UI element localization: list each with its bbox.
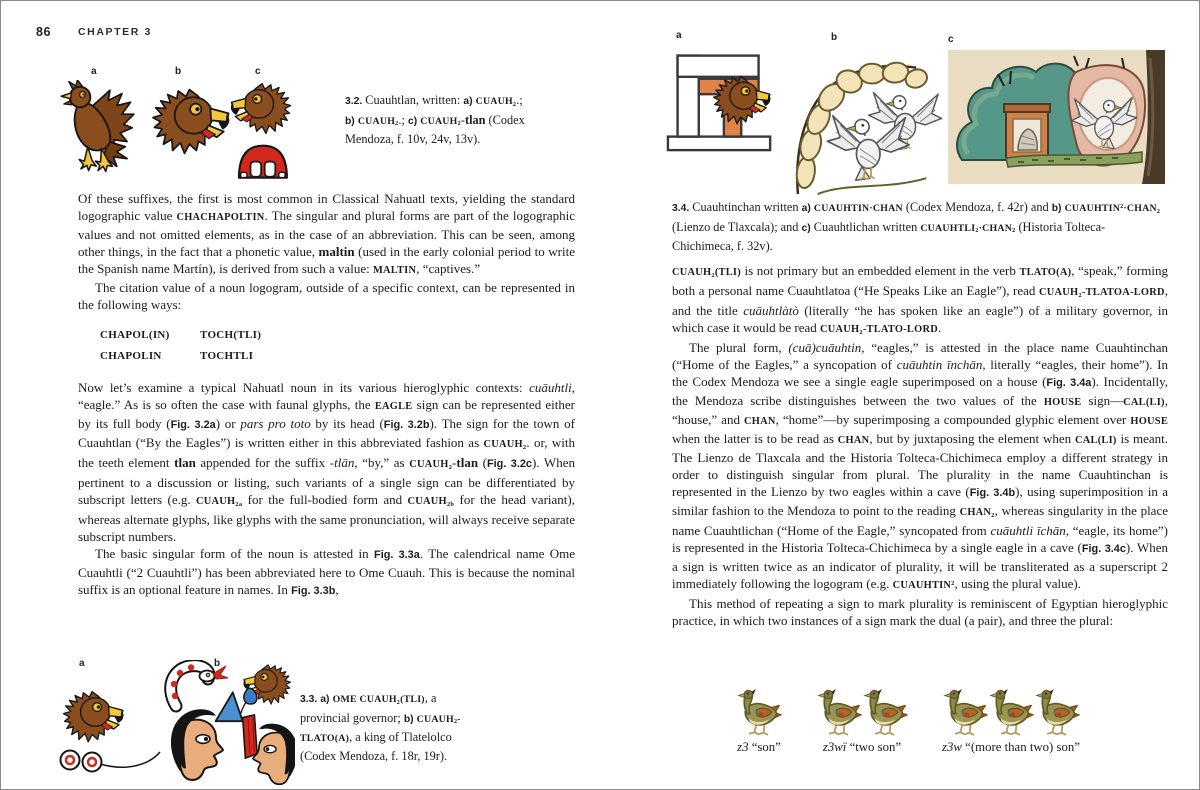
- duck-glyph-icon: [736, 688, 782, 736]
- page-number: 86: [36, 25, 51, 39]
- eagle-head-glyph: [146, 86, 230, 166]
- duck-glyph-icon: [862, 688, 908, 736]
- paragraph: The citation value of a noun logogram, outside of a specific context, can be represented in the following ways:: [78, 280, 575, 312]
- paragraph: Of these suffixes, the first is most common in Classical Nahuatl texts, yielding the standard logographic value CHACHAPOLTIN. The singular and plural forms are part of the logographic values and not omitted elements, as in the case of an abbreviation. This can be seen, among other things, in the fact that a phonetic value, maltin (used in the early colonial period to write the Spanish name Martín), is derived from such a value: MALTIN, “captives.”: [78, 191, 575, 276]
- running-head: CHAPTER 3: [78, 26, 152, 38]
- paragraph: The basic singular form of the noun is attested in Fig. 3.3a. The calendrical name Ome Cuauhtli (“2 Cuauhtli”) has been abbreviated here to Ome Cuauh. This is because the nominal suffix is an optional feature in names. In Fig. 3.3b,: [78, 546, 575, 597]
- citation-value-table: [100, 325, 575, 367]
- table-cell: TOCH(TLI): [200, 329, 262, 341]
- eagle-in-cave-historia-painting: [948, 50, 1165, 184]
- two-eagles-in-cave-lienzo: [788, 46, 946, 196]
- table-row: [100, 346, 575, 367]
- table-cell: CHAPOL(IN): [100, 329, 170, 341]
- left-column: [78, 190, 575, 600]
- fig-3-3-label-a: a: [79, 658, 85, 669]
- double-duck-glyph: [816, 688, 908, 755]
- duck-group-label: z3wï “two son”: [822, 740, 902, 754]
- right-column: [672, 262, 1168, 629]
- triple-duck-glyph: [942, 688, 1080, 755]
- fig-3-2-label-b: b: [175, 66, 182, 77]
- fig-3-3-caption: 3.3. a) OME $CUAUH_2(TLI)$, a provincial governor; b) $CUAUH_2-TLATO(A)$, a king of Tlatelolco (Codex Mendoza, f. 18r, 19r).: [300, 691, 461, 763]
- fig-3-2-label-a: a: [91, 66, 97, 77]
- eagle-head-with-tlan-teeth-glyph: [230, 82, 296, 182]
- table-row: [100, 325, 575, 346]
- duck-glyph-icon: [816, 688, 862, 736]
- duck-group-label: z3w “(more than two) son”: [942, 740, 1080, 754]
- single-duck-glyph: [736, 688, 782, 755]
- paragraph: $CUAUH_2(TLI)$ is not primary but an embedded element in the verb TLATO(A), “speak,” forming both a personal name Cuauhtlatoa (“He Speaks Like an Eagle”), read $CUAUH_2-TLATOA$-LORD, and the title cuāuhtlàtò (literally “he has spoken like an eagle”) of a military governor, in which case it would be read $CUAUH_2-TLATO$-LORD.: [672, 263, 1168, 336]
- fig-3-4-caption: 3.4. Cuauhtinchan written a) CUAUHTIN·CHAN (Codex Mendoza, f. 42r) and b) $CUAUHTIN^2\cdot CHAN_2$ (Lienzo de Tlaxcala); and c) Cuauhtlichan written $CUAUHTLI_2\cdot CHAN_2$ (Historia Tolteca-Chichimeca, f. 32v).: [672, 200, 1161, 253]
- duck-group-label: z3 “son”: [737, 740, 781, 754]
- fig-3-3-label-b: b: [214, 658, 221, 669]
- duck-glyph-icon: [988, 688, 1034, 736]
- duck-glyph-icon: [1034, 688, 1080, 736]
- eagle-superimposed-on-house-glyph: [666, 42, 774, 156]
- fig-3-2-caption: 3.2. Cuauhtlan, written: a) $CUAUH_2$.; b) $CUAUH_2$.; c) $CUAUH_2$-tlan (Codex Mendoza, f. 10v, 24v, 13v).: [345, 93, 525, 146]
- fig-3-4-label-a: a: [676, 30, 682, 41]
- fig-3-2-label-c: c: [255, 66, 261, 77]
- table-cell: CHAPOLIN: [100, 350, 162, 362]
- paragraph: This method of repeating a sign to mark plurality is reminiscent of Egyptian hieroglyphic practice, in which two instances of a sign mark the dual (a pair), and three the plural:: [672, 596, 1168, 628]
- cuauh-tlato-king-glyph: [203, 658, 295, 788]
- paragraph: Now let’s examine a typical Nahuatl noun in its various hieroglyphic contexts: cuāuhtli, “eagle.” As is so often the case with faunal glyphs, the EAGLE sign can be represented either by its full body (Fig. 3.2a) or pars pro toto by its head (Fig. 3.2b). The sign for the town of Cuauhtlan (“By the Eagles”) is written either in this abbreviated fashion as $CUAUH_2$. or, with the teeth element tlan appended for the suffix -tlān, “by,” as $CUAUH_2$-tlan (Fig. 3.2c). When pertinent to a discussion or listing, such variants of a single sign can be differentiated by subscript letters (e.g. $CUAUH_{2a}$ for the full-bodied form and $CUAUH_{2b}$ for the head variant), whereas alternate glyphs, like glyphs with the same pronunciation, will always receive separate subscript numbers.: [78, 380, 575, 544]
- eagle-full-body-glyph: [60, 80, 142, 174]
- table-cell: TOCHTLI: [200, 350, 254, 362]
- paragraph: The plural form, (cuā)cuāuhtin, “eagles,” is attested in the place name Cuauhtinchan (“Home of the Eagles,” a syncopation of cuāuhtin īnchān, literally “eagles, their home”). In the Codex Mendoza we see a single eagle superimposed on a house (Fig. 3.4a). Incidentally, the Mendoza scribe distinguishes between the two values of the HOUSE sign—CAL(LI), “house,” and CHAN, “home”—by superimposing a compounded glyphic element over HOUSE when the latter is to be read as CHAN, but by juxtaposing the element when CAL(LI) is meant. The Lienzo de Tlaxcala and the Historia Tolteca-Chichimeca employ a different strategy in order to distinguish singular from plural. The plurality in the name Cuauhtinchan is represented in the Lienzo by two eagles within a cave (Fig. 3.4b), using superimposition in a similar fashion to the Mendoza to point to the reading $CHAN_2$, whereas singularity in the place name Cuauhtlichan (“Home of the Eagle,” syncopated from cuāuhtli īchān, “eagle, its home”) is represented in the Historia Tolteca-Chichimeca by a single eagle in a cave (Fig. 3.4c). When a sign is written twice as an indicator of plurality, it will be transliterated as a superscript 2 immediately following the logogram (e.g. CUAUHTIN$^2$, using the plural value).: [672, 340, 1169, 591]
- fig-3-4-label-c: c: [948, 34, 954, 45]
- fig-3-4-label-b: b: [831, 32, 838, 43]
- duck-glyph-icon: [942, 688, 988, 736]
- egyptian-duck-examples: [736, 688, 1080, 755]
